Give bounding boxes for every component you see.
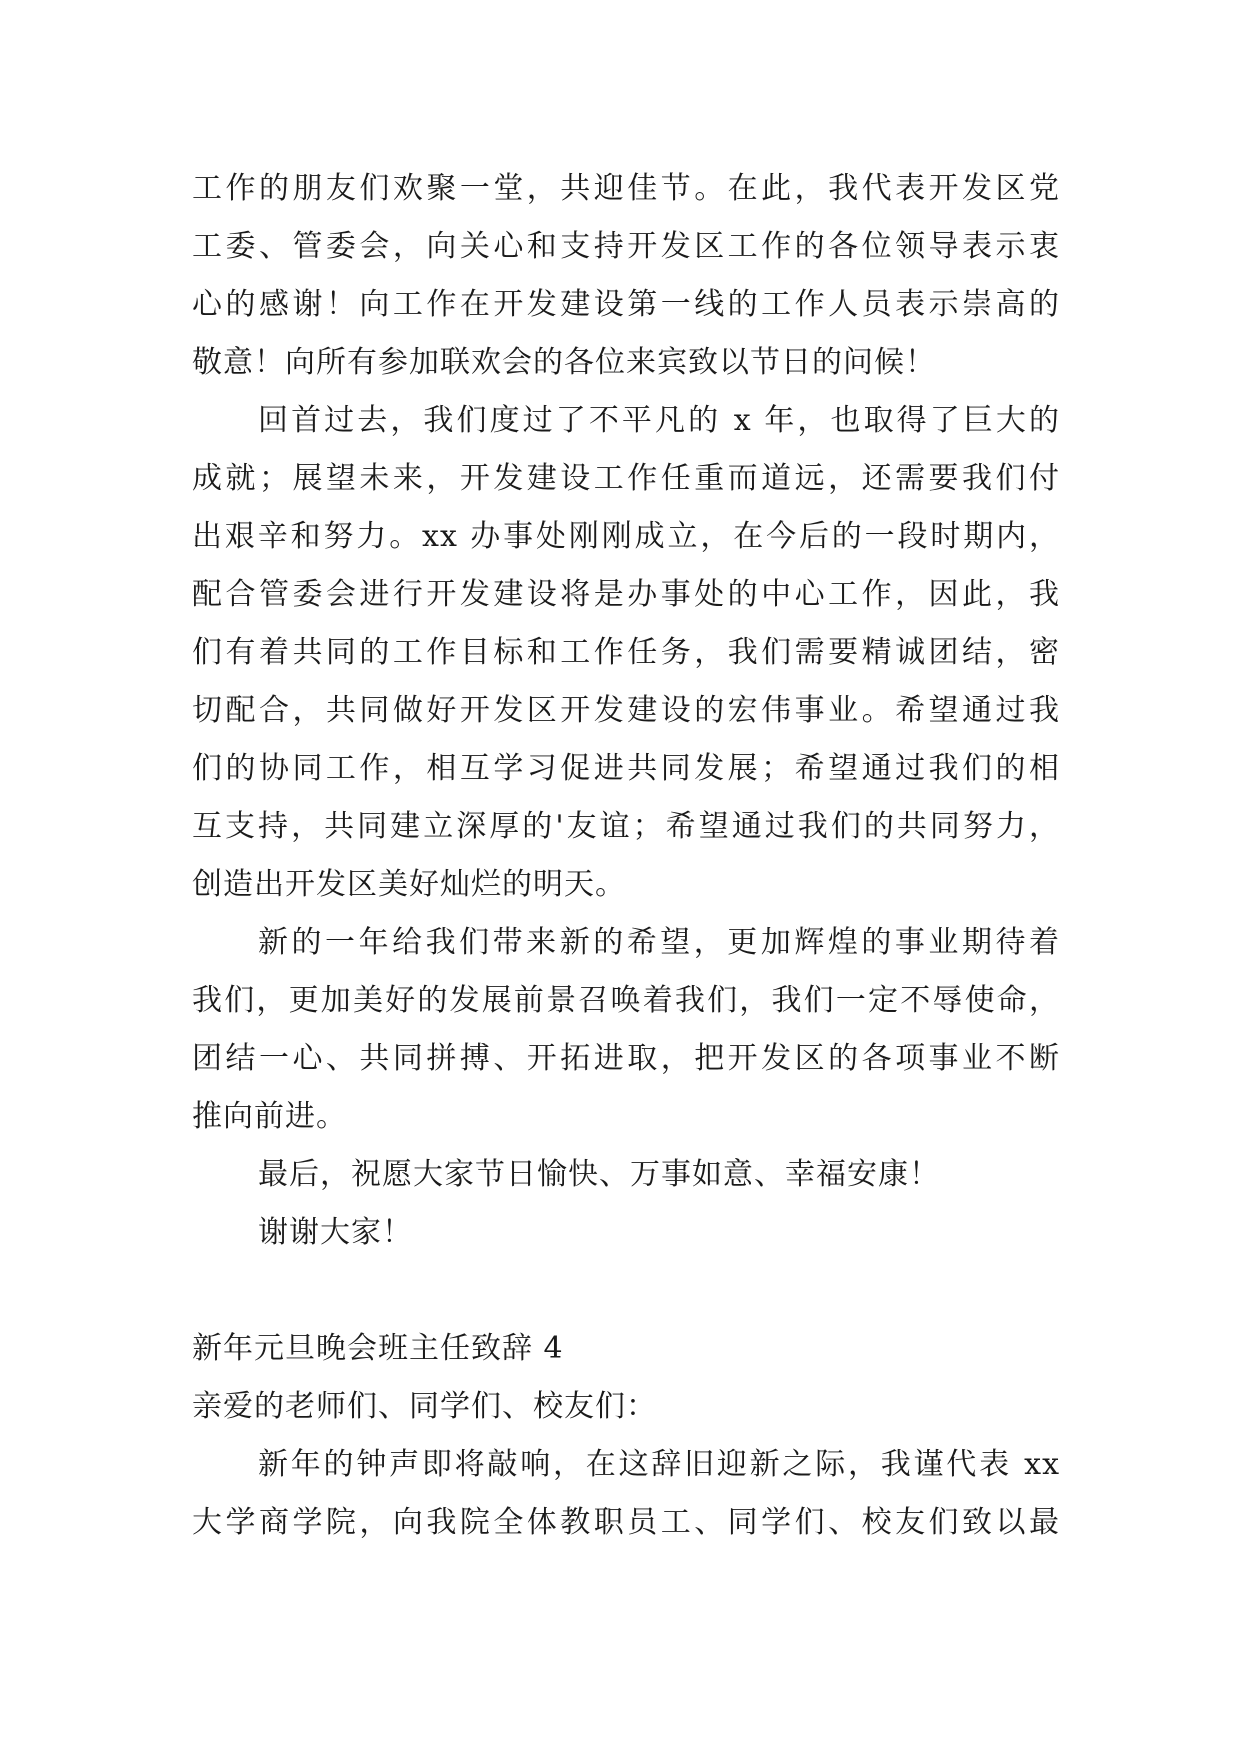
- text-line: 创造出开发区美好灿烂的明天。: [192, 867, 626, 902]
- text-line: 切配合，共同做好开发区开发建设的宏伟事业。希望通过我: [192, 693, 1060, 728]
- text-line: 回首过去，我们度过了不平凡的 x 年，也取得了巨大的: [258, 403, 1060, 438]
- section-title: 新年元旦晚会班主任致辞 4: [192, 1331, 564, 1366]
- text-line: 敬意！向所有参加联欢会的各位来宾致以节日的问候！: [192, 345, 936, 380]
- text-line: 配合管委会进行开发建设将是办事处的中心工作，因此，我: [192, 577, 1060, 612]
- paragraph: [192, 160, 1060, 392]
- text-line: 大学商学院，向我院全体教职员工、同学们、校友们致以最: [192, 1505, 1060, 1540]
- paragraph: [192, 914, 1060, 1146]
- text-line: 们的协同工作，相互学习促进共同发展；希望通过我们的相: [192, 751, 1060, 786]
- text-line: 工作的朋友们欢聚一堂，共迎佳节。在此，我代表开发区党: [192, 171, 1060, 206]
- salutation: 亲爱的老师们、同学们、校友们：: [192, 1389, 657, 1424]
- paragraph: [192, 1146, 1060, 1204]
- text-line: 团结一心、共同拼搏、开拓进取，把开发区的各项事业不断: [192, 1041, 1060, 1076]
- document-body: [192, 160, 1060, 1552]
- section: [192, 1320, 1060, 1552]
- text-line: 互支持，共同建立深厚的'友谊；希望通过我们的共同努力，: [192, 809, 1060, 844]
- text-line: 新年的钟声即将敲响，在这辞旧迎新之际，我谨代表 xx: [258, 1447, 1060, 1482]
- text-line: 最后，祝愿大家节日愉快、万事如意、幸福安康！: [258, 1157, 940, 1192]
- text-line: 推向前进。: [192, 1099, 347, 1134]
- text-line: 工委、管委会，向关心和支持开发区工作的各位领导表示衷: [192, 229, 1060, 264]
- text-line: 心的感谢！向工作在开发建设第一线的工作人员表示崇高的: [192, 287, 1060, 322]
- text-line: 出艰辛和努力。xx 办事处刚刚成立，在今后的一段时期内，: [192, 519, 1060, 554]
- text-line: 们有着共同的工作目标和工作任务，我们需要精诚团结，密: [192, 635, 1060, 670]
- text-line: 新的一年给我们带来新的希望，更加辉煌的事业期待着: [258, 925, 1060, 960]
- text-line: 成就；展望未来，开发建设工作任重而道远，还需要我们付: [192, 461, 1060, 496]
- section-spacer: [192, 1262, 1060, 1320]
- text-line: 我们，更加美好的发展前景召唤着我们，我们一定不辱使命，: [192, 983, 1060, 1018]
- paragraph: [192, 392, 1060, 914]
- paragraph: [192, 1204, 1060, 1262]
- text-line: 谢谢大家！: [258, 1215, 413, 1250]
